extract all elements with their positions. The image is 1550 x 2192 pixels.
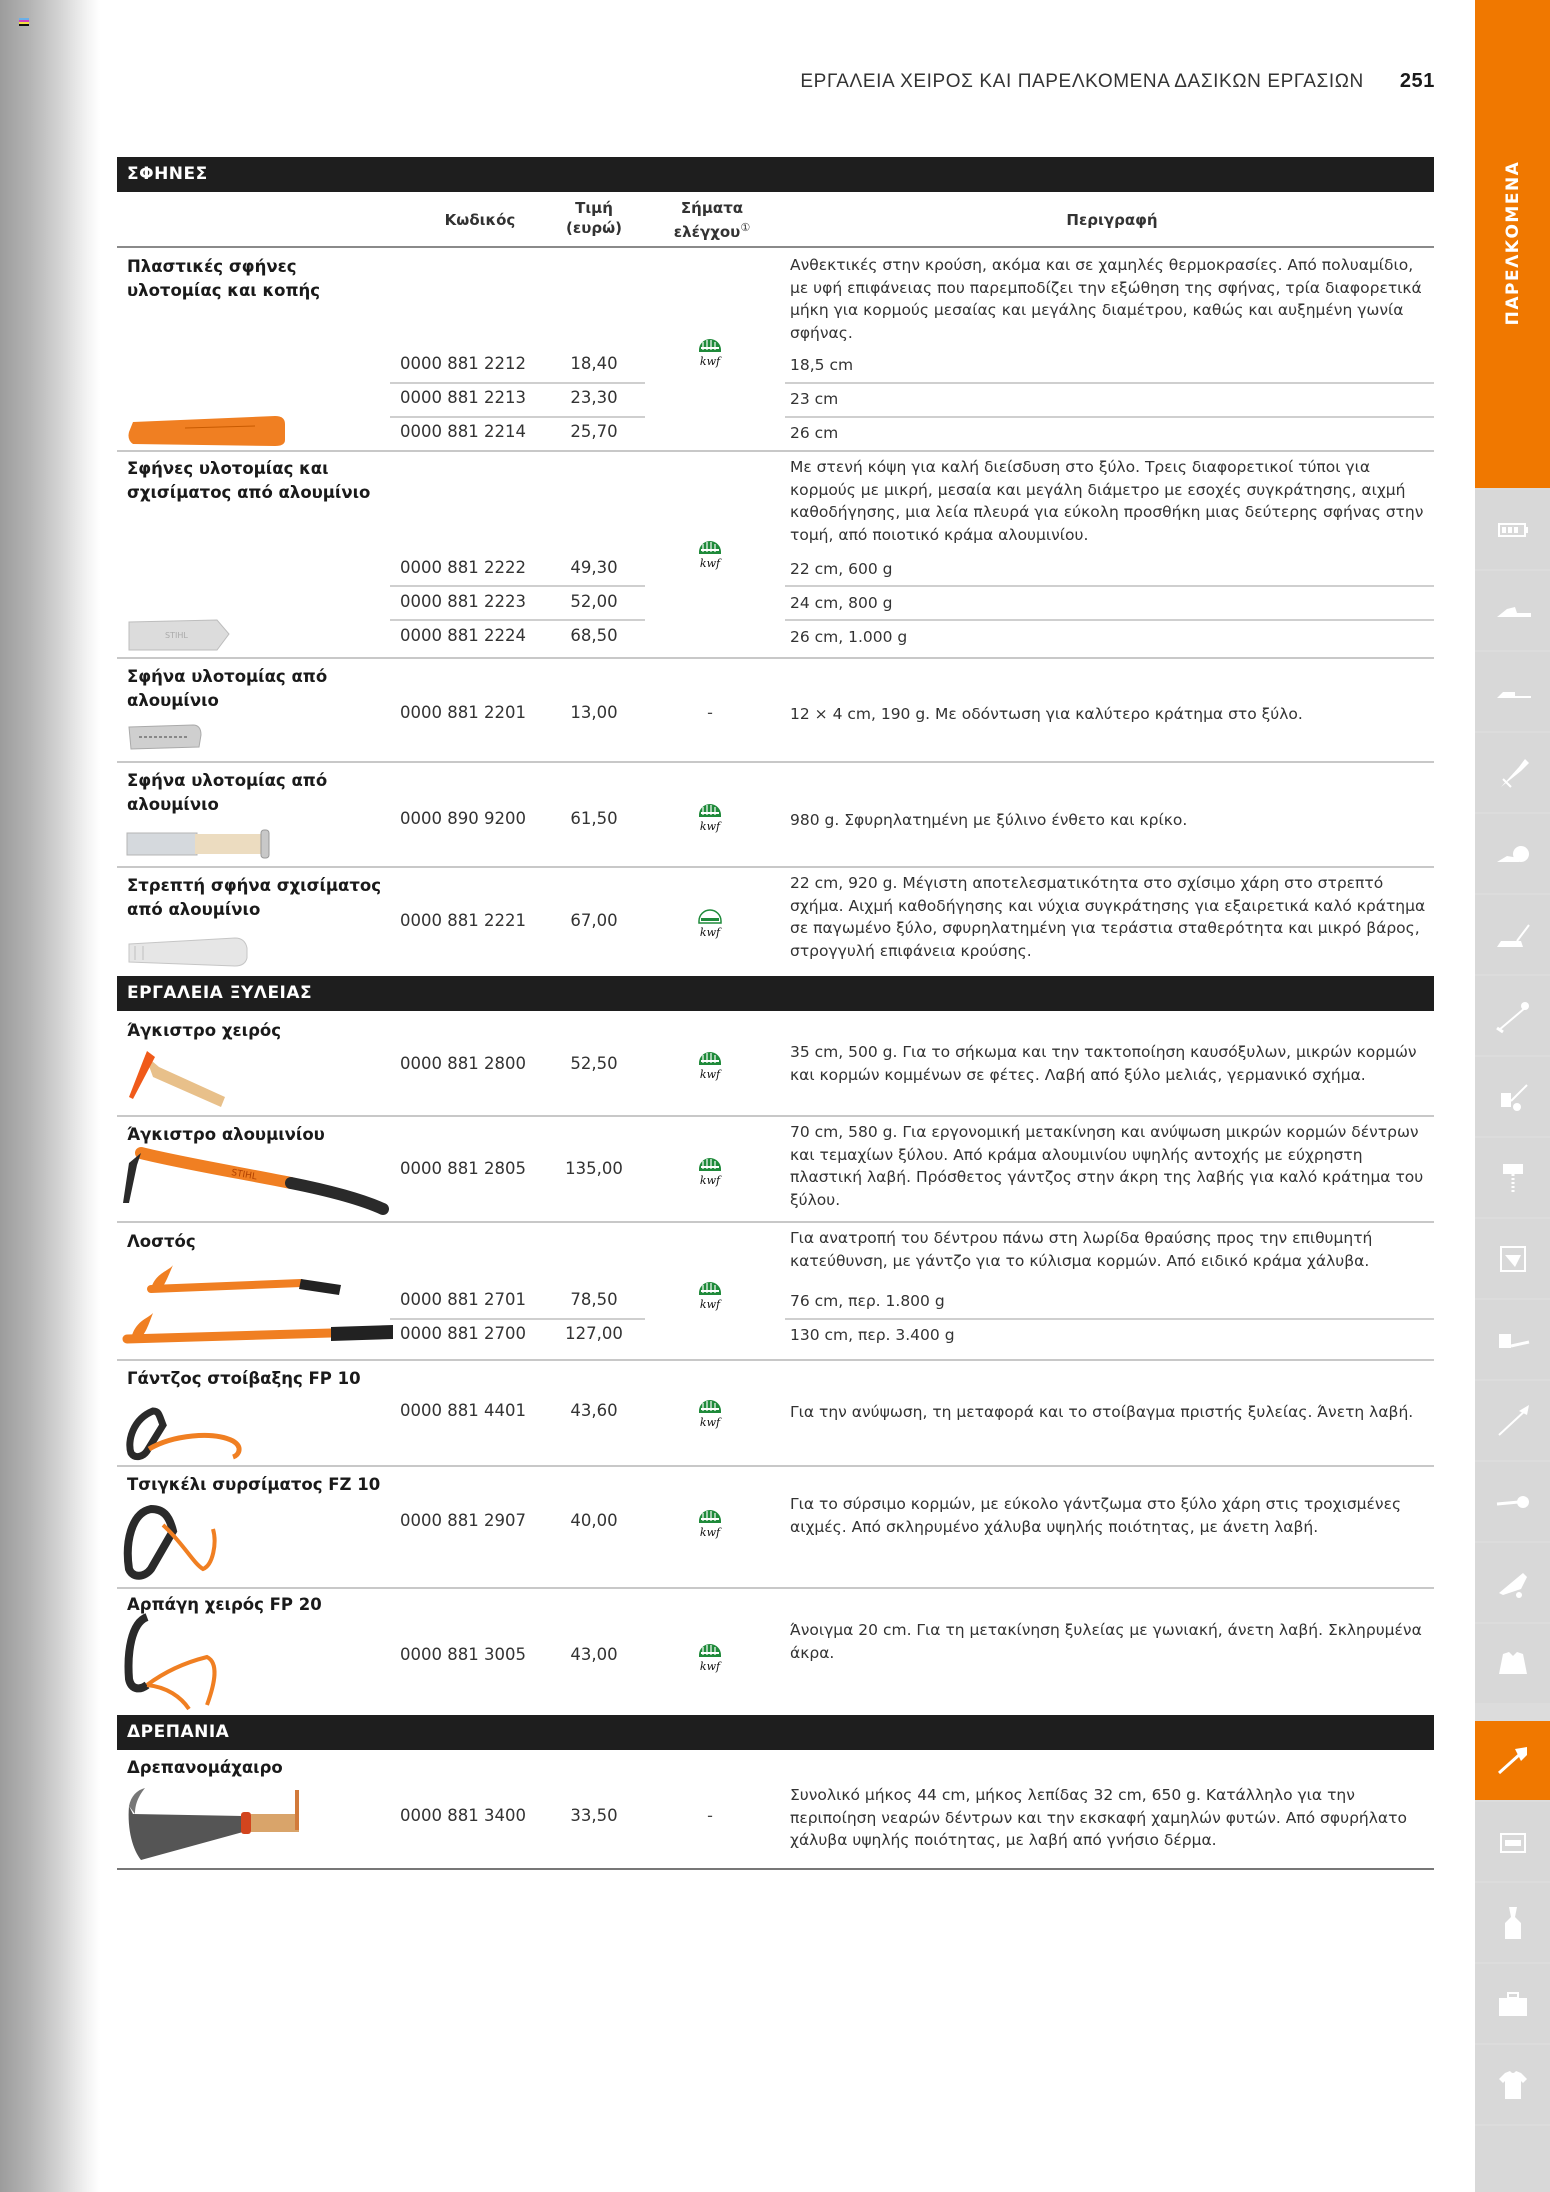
variant-divider xyxy=(390,416,645,418)
product-row xyxy=(117,1750,1434,1868)
svg-text:kwf: kwf xyxy=(699,355,721,368)
product-price: 33,50 xyxy=(570,1806,618,1825)
product-image-plastic-wedge xyxy=(125,410,295,450)
svg-text:kwf: kwf xyxy=(699,557,721,570)
product-description: 35 cm, 500 g. Για το σήκωμα και την τακτοποίηση καυσόξυλων, μικρών κορμών και κορμών κομμένων σε φέτες. Λαβή από ξύλο μελιάς, γερμανικό σχήμα. xyxy=(790,1043,1417,1084)
chapter-tab-grass-trimmers[interactable] xyxy=(1475,976,1550,1055)
product-row xyxy=(117,452,1434,657)
product-description: 980 g. Σφυρηλατημένη με ξύλινο ένθετο και κρίκο. xyxy=(790,811,1188,829)
product-description: Ανθεκτικές στην κρούση, ακόμα και σε χαμηλές θερμοκρασίες. Από πολυαμίδιο, με υφή επιφάνειας που παρεμποδίζει την εξώθηση της σφήνας, τρία διαφορετικά μήκη για κορμούς μεσαίας και μεγάλης διαμέτρου, καθώς και αυξημένη γωνία σφήνας. xyxy=(790,256,1422,342)
variant-divider xyxy=(785,382,1434,384)
product-code: 0000 881 2213 xyxy=(400,388,526,407)
variant-spec: 23 cm xyxy=(790,390,839,408)
product-description: 70 cm, 580 g. Για εργονομική μετακίνηση και ανύψωση μικρών κορμών δέντρων και τεμαχίων ξύλου. Από κράμα αλουμινίου υψηλής αντοχής με εύχρηστη πλαστική λαβή. Πρόσθετος γάντζος στην άκρη της λαβής για καλό κράτημα του ξύλου. xyxy=(790,1123,1424,1209)
product-image-aluminium-hookaroon xyxy=(121,1143,391,1219)
product-image-hand-hookaroon xyxy=(125,1047,235,1111)
product-name: Σφήνα υλοτομίας από αλουμίνιο xyxy=(127,667,328,710)
footnote-marker: ① xyxy=(740,221,751,234)
product-description: Για την ανύψωση, τη μεταφορά και το στοίβαγμα πριστής ξυλείας. Άνετη λαβή. xyxy=(790,1403,1414,1421)
kwf-certification-icon xyxy=(695,1275,725,1311)
product-row xyxy=(117,1589,1434,1715)
chapter-tab-lawn-mowers[interactable] xyxy=(1475,895,1550,974)
variant-spec: 18,5 cm xyxy=(790,356,854,374)
product-price: 78,50 xyxy=(570,1290,618,1309)
chapter-tab-merchandise[interactable] xyxy=(1475,2045,1550,2124)
product-name: Τσιγκέλι συρσίματος FZ 10 xyxy=(127,1475,381,1494)
page-edge-shadow xyxy=(0,0,100,2192)
product-code: 0000 881 3400 xyxy=(400,1806,526,1825)
kwf-certification-icon xyxy=(695,1503,725,1539)
hedge-trimmer-icon xyxy=(1493,1401,1533,1441)
kwf-certification-icon xyxy=(695,1637,725,1673)
product-row xyxy=(117,763,1434,866)
chapter-title: ΕΡΓΑΛΕΙΑ ΧΕΙΡΟΣ ΚΑΙ ΠΑΡΕΛΚΟΜΕΝΑ ΔΑΣΙΚΩΝ ΕΡΓΑΣΙΩΝ xyxy=(800,71,1364,92)
svg-text:kwf: kwf xyxy=(699,1526,721,1539)
blower-icon xyxy=(1493,1320,1533,1360)
variant-divider xyxy=(390,619,645,621)
product-name: Άγκιστρο αλουμινίου xyxy=(127,1125,325,1144)
pressure-washer-icon xyxy=(1493,1239,1533,1279)
brushcutter-icon xyxy=(1493,753,1533,793)
chapter-tab-hand-tools[interactable] xyxy=(1475,1721,1550,1800)
variant-divider xyxy=(785,619,1434,621)
product-image-felling-lever xyxy=(121,1263,401,1359)
product-price: 13,00 xyxy=(570,703,618,722)
variant-divider xyxy=(785,1318,1434,1320)
product-price: 127,00 xyxy=(565,1324,623,1343)
product-code: 0000 881 2800 xyxy=(400,1054,526,1073)
section-header-wedges: ΣΦΗΝΕΣ xyxy=(117,157,1434,192)
chapter-tab-hedge-trimmers[interactable] xyxy=(1475,1381,1550,1460)
svg-text:kwf: kwf xyxy=(699,1068,721,1081)
battery-icon xyxy=(1493,510,1533,550)
variant-spec: 22 cm, 600 g xyxy=(790,560,893,578)
product-row xyxy=(117,868,1434,976)
kwf-certification-icon xyxy=(695,1151,725,1187)
product-price: 68,50 xyxy=(570,626,618,645)
variant-divider xyxy=(390,585,645,587)
product-code: 0000 881 4401 xyxy=(400,1401,526,1420)
variant-spec: 24 cm, 800 g xyxy=(790,594,893,612)
marks-header-line1: Σήματα xyxy=(680,199,744,217)
chapter-tab-shredders[interactable] xyxy=(1475,1543,1550,1622)
svg-text:kwf: kwf xyxy=(699,820,721,833)
product-name: Σφήνα υλοτομίας από αλουμίνιο xyxy=(127,771,328,814)
product-description: Για το σύρσιμο κορμών, με εύκολο γάντζωμα στο ξύλο χάρη στις τροχισμένες αιχμές. Από σκληρυμένο χάλυβα υψηλής ποιότητας, με άνετη λαβή. xyxy=(790,1495,1402,1536)
chapter-tab-care-products[interactable] xyxy=(1475,1883,1550,1962)
product-row xyxy=(117,1467,1434,1587)
product-name: Πλαστικές σφήνες υλοτομίας και κοπής xyxy=(127,257,321,300)
product-code: 0000 881 2222 xyxy=(400,558,526,577)
product-code: 0000 881 2907 xyxy=(400,1511,526,1530)
product-image-billhook xyxy=(123,1784,323,1864)
product-code: 0000 881 2701 xyxy=(400,1290,526,1309)
running-header xyxy=(700,70,1435,93)
no-certification-mark: - xyxy=(707,703,713,722)
chapter-tab-protective-clothing[interactable] xyxy=(1475,1624,1550,1703)
product-image-lifting-tongs xyxy=(123,1613,233,1713)
product-description: Άνοιγμα 20 cm. Για τη μετακίνηση ξυλείας με γωνιακή, άνετη λαβή. Σκληρυμένα άκρα. xyxy=(790,1621,1422,1662)
product-code: 0000 881 2214 xyxy=(400,422,526,441)
chapter-tab-battery[interactable] xyxy=(1475,490,1550,569)
svg-text:kwf: kwf xyxy=(699,926,721,939)
chapter-tab-sidebar xyxy=(1475,0,1550,2192)
chapter-tab-earth-augers[interactable] xyxy=(1475,1138,1550,1217)
spray-bottle-icon xyxy=(1493,1903,1533,1943)
product-price: 43,60 xyxy=(570,1401,618,1420)
earth-auger-icon xyxy=(1493,1158,1533,1198)
section-header-timber-tools: ΕΡΓΑΛΕΙΑ ΞΥΛΕΙΑΣ xyxy=(117,976,1434,1011)
column-header-code: Κωδικός xyxy=(444,211,516,229)
chapter-tab-tool-cases[interactable] xyxy=(1475,1964,1550,2043)
chapter-tab-blank[interactable] xyxy=(1475,2126,1550,2192)
variant-divider xyxy=(390,382,645,384)
product-name: Στρεπτή σφήνα σχισίματος από αλουμίνιο xyxy=(127,876,382,919)
svg-text:kwf: kwf xyxy=(699,1660,721,1673)
price-header-line1: Τιμή xyxy=(575,199,613,217)
kwf-certification-icon xyxy=(695,332,725,368)
product-description: Με στενή κόψη για καλή διείσδυση στο ξύλο. Τρεις διαφορετικοί τύποι για κορμούς με μικρή, μεσαία και μεγάλη διάμετρο με εσοχές συγκράτησης, αιχμή καθοδήγησης, μια λεία πλευρά για εύκολη προσθήκη μιας δεύτερης σφήνας στην τομή, από ποιοτικό κράμα αλουμινίου. xyxy=(790,458,1424,544)
lawn-mower-icon xyxy=(1493,915,1533,955)
fuel-can-icon xyxy=(1493,1822,1533,1862)
section-header-billhooks: ΔΡΕΠΑΝΙΑ xyxy=(117,1715,1434,1750)
product-row xyxy=(117,1117,1434,1221)
no-certification-mark: - xyxy=(707,1806,713,1825)
chapter-tab-vacuums[interactable] xyxy=(1475,1462,1550,1541)
product-row xyxy=(117,659,1434,761)
svg-text:STIHL: STIHL xyxy=(165,631,188,640)
page-number: 251 xyxy=(1399,70,1435,92)
product-image-small-wedge xyxy=(125,721,205,753)
product-row xyxy=(117,1011,1434,1115)
product-row xyxy=(117,1361,1434,1465)
product-price: 40,00 xyxy=(570,1511,618,1530)
chainsaw-icon xyxy=(1493,591,1533,631)
product-row xyxy=(117,250,1434,450)
variant-spec: 76 cm, περ. 1.800 g xyxy=(790,1292,945,1310)
chapter-tab-label: ΠΑΡΕΛΚΟΜΕΝΑ xyxy=(1502,160,1523,326)
kwf-certification-icon xyxy=(695,1393,725,1429)
column-header-description: Περιγραφή xyxy=(1066,211,1158,229)
column-header-price xyxy=(550,198,638,238)
svg-text:kwf: kwf xyxy=(699,1174,721,1187)
product-name: Αρπάγη χειρός FP 20 xyxy=(127,1595,322,1614)
axe-icon xyxy=(1493,1741,1533,1781)
chapter-tab-cut-off-saws[interactable] xyxy=(1475,814,1550,893)
product-code: 0000 890 9200 xyxy=(400,809,526,828)
table-header xyxy=(117,192,1434,248)
product-description: 12 × 4 cm, 190 g. Με οδόντωση για καλύτερο κράτημα στο ξύλο. xyxy=(790,705,1303,723)
toolbox-icon xyxy=(1493,1984,1533,2024)
chapter-tab-pressure-washers[interactable] xyxy=(1475,1219,1550,1298)
svg-text:kwf: kwf xyxy=(699,1416,721,1429)
variant-spec: 26 cm xyxy=(790,424,839,442)
product-code: 0000 881 2223 xyxy=(400,592,526,611)
product-price: 52,00 xyxy=(570,592,618,611)
product-description: 22 cm, 920 g. Μέγιστη αποτελεσματικότητα στο σχίσιμο χάρη στο στρεπτό σχήμα. Αιχμή καθοδήγησης και νύχια συγκράτησης για εξαιρετικά καλό κράτημα σε παγωμένο ξύλο, σφυρηλατημένη για τεράστια σταθερότητα και μικρό βάρος, στρογγυλή επιφάνεια κρούσης. xyxy=(790,874,1426,960)
product-name: Δρεπανομάχαιρο xyxy=(127,1758,283,1777)
vacuum-icon xyxy=(1493,1482,1533,1522)
tiller-icon xyxy=(1493,1077,1533,1117)
product-code: 0000 881 3005 xyxy=(400,1645,526,1664)
product-name: Σφήνες υλοτομίας και σχισίματος από αλουμίνιο xyxy=(127,459,371,502)
shredder-icon xyxy=(1493,1563,1533,1603)
product-image-twisted-wedge xyxy=(125,934,255,970)
product-price: 23,30 xyxy=(570,388,618,407)
product-code: 0000 881 2700 xyxy=(400,1324,526,1343)
chapter-tab-accessories[interactable] xyxy=(1475,0,1550,488)
cut-off-saw-icon xyxy=(1493,834,1533,874)
product-price: 52,50 xyxy=(570,1054,618,1073)
marks-header-line2: ελέγχου xyxy=(673,223,741,241)
svg-text:STIHL: STIHL xyxy=(230,1168,258,1183)
product-price: 49,30 xyxy=(570,558,618,577)
kwf-certification-icon xyxy=(695,1045,725,1081)
product-code: 0000 881 2224 xyxy=(400,626,526,645)
variant-divider xyxy=(785,585,1434,587)
product-code: 0000 881 2805 xyxy=(400,1159,526,1178)
price-header-line2: (ευρώ) xyxy=(566,219,622,237)
product-price: 43,00 xyxy=(570,1645,618,1664)
kwf-certification-icon xyxy=(695,534,725,570)
variant-divider xyxy=(785,416,1434,418)
product-name: Γάντζος στοίβαξης FP 10 xyxy=(127,1369,361,1388)
product-price: 18,40 xyxy=(570,354,618,373)
column-header-marks xyxy=(652,198,772,242)
pole-saw-icon xyxy=(1493,672,1533,712)
product-price: 61,50 xyxy=(570,809,618,828)
product-name: Άγκιστρο χειρός xyxy=(127,1021,282,1040)
kwf-certification-icon xyxy=(695,797,725,833)
product-image-stacking-hook xyxy=(123,1405,253,1461)
product-row xyxy=(117,1223,1434,1359)
product-price: 135,00 xyxy=(565,1159,623,1178)
product-code: 0000 881 2221 xyxy=(400,911,526,930)
print-registration-mark xyxy=(19,18,29,28)
chapter-tab-tillers[interactable] xyxy=(1475,1057,1550,1136)
product-image-forged-wedge xyxy=(125,827,285,859)
protective-jacket-icon xyxy=(1493,1644,1533,1684)
variant-spec: 130 cm, περ. 3.400 g xyxy=(790,1326,955,1344)
tshirt-icon xyxy=(1493,2065,1533,2105)
table-end-rule xyxy=(117,1868,1434,1870)
chapter-tab-fuels[interactable] xyxy=(1475,1802,1550,1881)
product-code: 0000 881 2201 xyxy=(400,703,526,722)
product-name: Λοστός xyxy=(127,1232,196,1251)
product-price: 67,00 xyxy=(570,911,618,930)
product-code: 0000 881 2212 xyxy=(400,354,526,373)
variant-divider xyxy=(390,1318,645,1320)
variant-spec: 26 cm, 1.000 g xyxy=(790,628,908,646)
svg-text:kwf: kwf xyxy=(699,1298,721,1311)
product-image-skidding-tongs xyxy=(123,1503,233,1583)
product-description: Συνολικό μήκος 44 cm, μήκος λεπίδας 32 cm, 650 g. Κατάλληλο για την περιποίηση νεαρών δέντρων και την εκσκαφή χαμηλών φυτών. Από σφυρήλατο χάλυβα υψηλής ποιότητας, με λαβή από γνήσιο δέρμα. xyxy=(790,1786,1407,1849)
product-image-aluminium-wedge xyxy=(125,614,235,654)
chapter-tab-blowers[interactable] xyxy=(1475,1300,1550,1379)
chapter-tab-pole-saws[interactable] xyxy=(1475,652,1550,731)
grass-trimmer-icon xyxy=(1493,996,1533,1036)
product-price: 25,70 xyxy=(570,422,618,441)
chapter-tab-chainsaws[interactable] xyxy=(1475,571,1550,650)
chapter-tab-brushcutters[interactable] xyxy=(1475,733,1550,812)
kwf-certification-outline-icon xyxy=(695,903,725,939)
product-description: Για ανατροπή του δέντρου πάνω στη λωρίδα θραύσης προς την επιθυμητή κατεύθυνση, με γάντζο για το κύλισμα κορμών. Από ειδικό κράμα χάλυβα. xyxy=(790,1229,1373,1270)
